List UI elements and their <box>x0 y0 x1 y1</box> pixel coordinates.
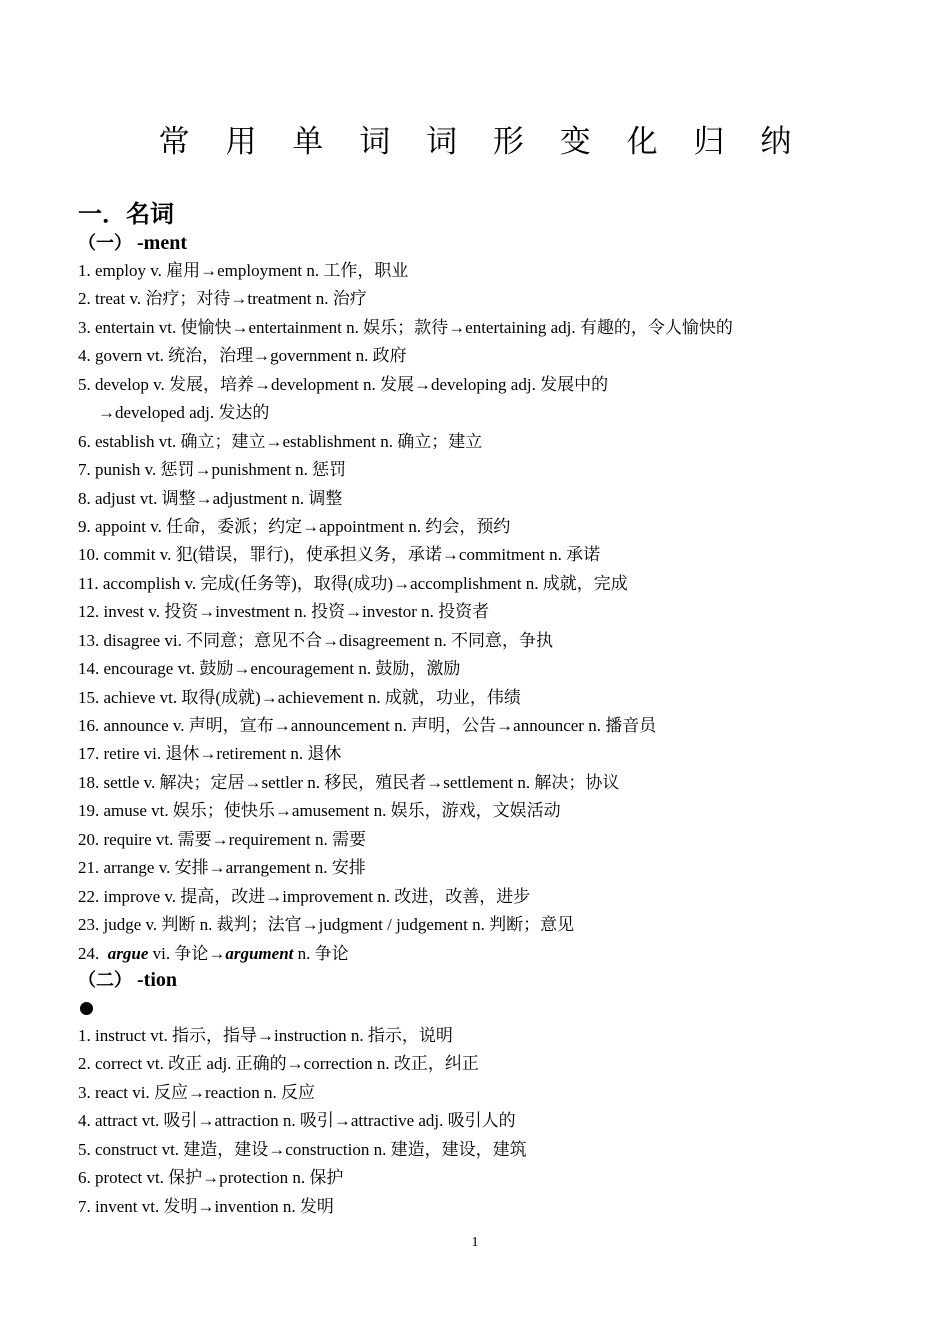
list-item: 6. establish vt. 确立；建立→establishment n. 确立；建立 <box>78 431 483 451</box>
subsection-ment-heading <box>78 229 187 258</box>
list-item: 7. punish v. 惩罚→punishment n. 惩罚 <box>78 460 347 480</box>
list-item: 6. protect vt. 保护→protection n. 保护 <box>78 1168 344 1188</box>
item24-word-argument: argument <box>225 943 294 963</box>
bullet-icon <box>80 1002 93 1015</box>
list-item-continuation: →developed adj. 发达的 <box>98 403 270 423</box>
list-item: 7. invent vt. 发明→invention n. 发明 <box>78 1196 334 1216</box>
list-item: 4. attract vt. 吸引→attraction n. 吸引→attractive adj. 吸引人的 <box>78 1111 516 1131</box>
item24-num: 24. <box>78 943 100 963</box>
subsection-tion-heading <box>78 966 177 995</box>
tion-word-list <box>78 1022 878 1221</box>
item24-word-argue: argue <box>107 943 149 963</box>
list-item: 5. develop v. 发展，培养→development n. 发展→developing adj. 发展中的 <box>78 374 609 394</box>
list-item: 13. disagree vi. 不同意；意见不合→disagreement n. 不同意，争执 <box>78 630 553 650</box>
list-item-24 <box>78 940 878 968</box>
section-heading-nouns: 一．名词 <box>78 200 174 228</box>
subsection-tion-label: （二） <box>78 970 132 991</box>
list-item: 10. commit v. 犯(错误，罪行)，使承担义务，承诺→commitment n. 承诺 <box>78 545 601 565</box>
subsection-ment-label: （一） <box>78 233 132 254</box>
page-number: 1 <box>471 1235 479 1250</box>
list-item: 2. treat v. 治疗；对待→treatment n. 治疗 <box>78 289 367 309</box>
list-item: 1. instruct vt. 指示，指导→instruction n. 指示，说明 <box>78 1026 453 1045</box>
list-item: 14. encourage vt. 鼓励→encouragement n. 鼓励，激励 <box>78 659 461 679</box>
list-item: 15. achieve vt. 取得(成就)→achievement n. 成就，功业，伟绩 <box>78 687 521 707</box>
list-item: 23. judge v. 判断 n. 裁判；法官→judgment / judgement n. 判断；意见 <box>78 915 575 935</box>
list-item: 18. settle v. 解决；定居→settler n. 移民，殖民者→settlement n. 解决；协议 <box>78 772 620 792</box>
subsection-tion-suffix: -tion <box>137 969 177 991</box>
list-item: 16. announce v. 声明，宣布→announcement n. 声明，公告→announcer n. 播音员 <box>78 716 657 735</box>
subsection-ment-suffix: -ment <box>137 232 187 254</box>
list-item: 20. require vt. 需要→requirement n. 需要 <box>78 829 366 849</box>
list-item: 2. correct vt. 改正 adj. 正确的→correction n. 改正，纠正 <box>78 1054 479 1074</box>
list-item: 9. appoint v. 任命，委派；约定→appointment n. 约会，预约 <box>78 516 511 536</box>
item24-tail: n. 争论 <box>293 943 349 963</box>
list-item: 5. construct vt. 建造，建设→construction n. 建造，建设，建筑 <box>78 1139 527 1159</box>
list-item: 3. entertain vt. 使愉快→entertainment n. 娱乐；款待→entertaining adj. 有趣的，令人愉快的 <box>78 317 733 337</box>
list-item: 11. accomplish v. 完成(任务等)，取得(成功)→accomplishment n. 成就，完成 <box>78 573 628 593</box>
list-item: 22. improve v. 提高，改进→improvement n. 改进，改善，进步 <box>78 886 531 906</box>
list-item: 1. employ v. 雇用→employment n. 工作，职业 <box>78 261 409 280</box>
list-item: 4. govern vt. 统治，治理→government n. 政府 <box>78 346 407 366</box>
list-item: 19. amuse vt. 娱乐；使快乐→amusement n. 娱乐，游戏，文娱活动 <box>78 801 561 821</box>
ment-word-list <box>78 257 878 968</box>
list-item: 8. adjust vt. 调整→adjustment n. 调整 <box>78 488 343 508</box>
list-item: 12. invest v. 投资→investment n. 投资→investor n. 投资者 <box>78 602 490 622</box>
item24-mid: vi. 争论→ <box>148 943 226 963</box>
list-item: 17. retire vi. 退休→retirement n. 退休 <box>78 744 342 764</box>
page-title: 常 用 单 词 词 形 变 化 归 纳 <box>158 124 805 160</box>
list-item: 21. arrange v. 安排→arrangement n. 安排 <box>78 858 366 878</box>
list-item: 3. react vi. 反应→reaction n. 反应 <box>78 1082 315 1102</box>
